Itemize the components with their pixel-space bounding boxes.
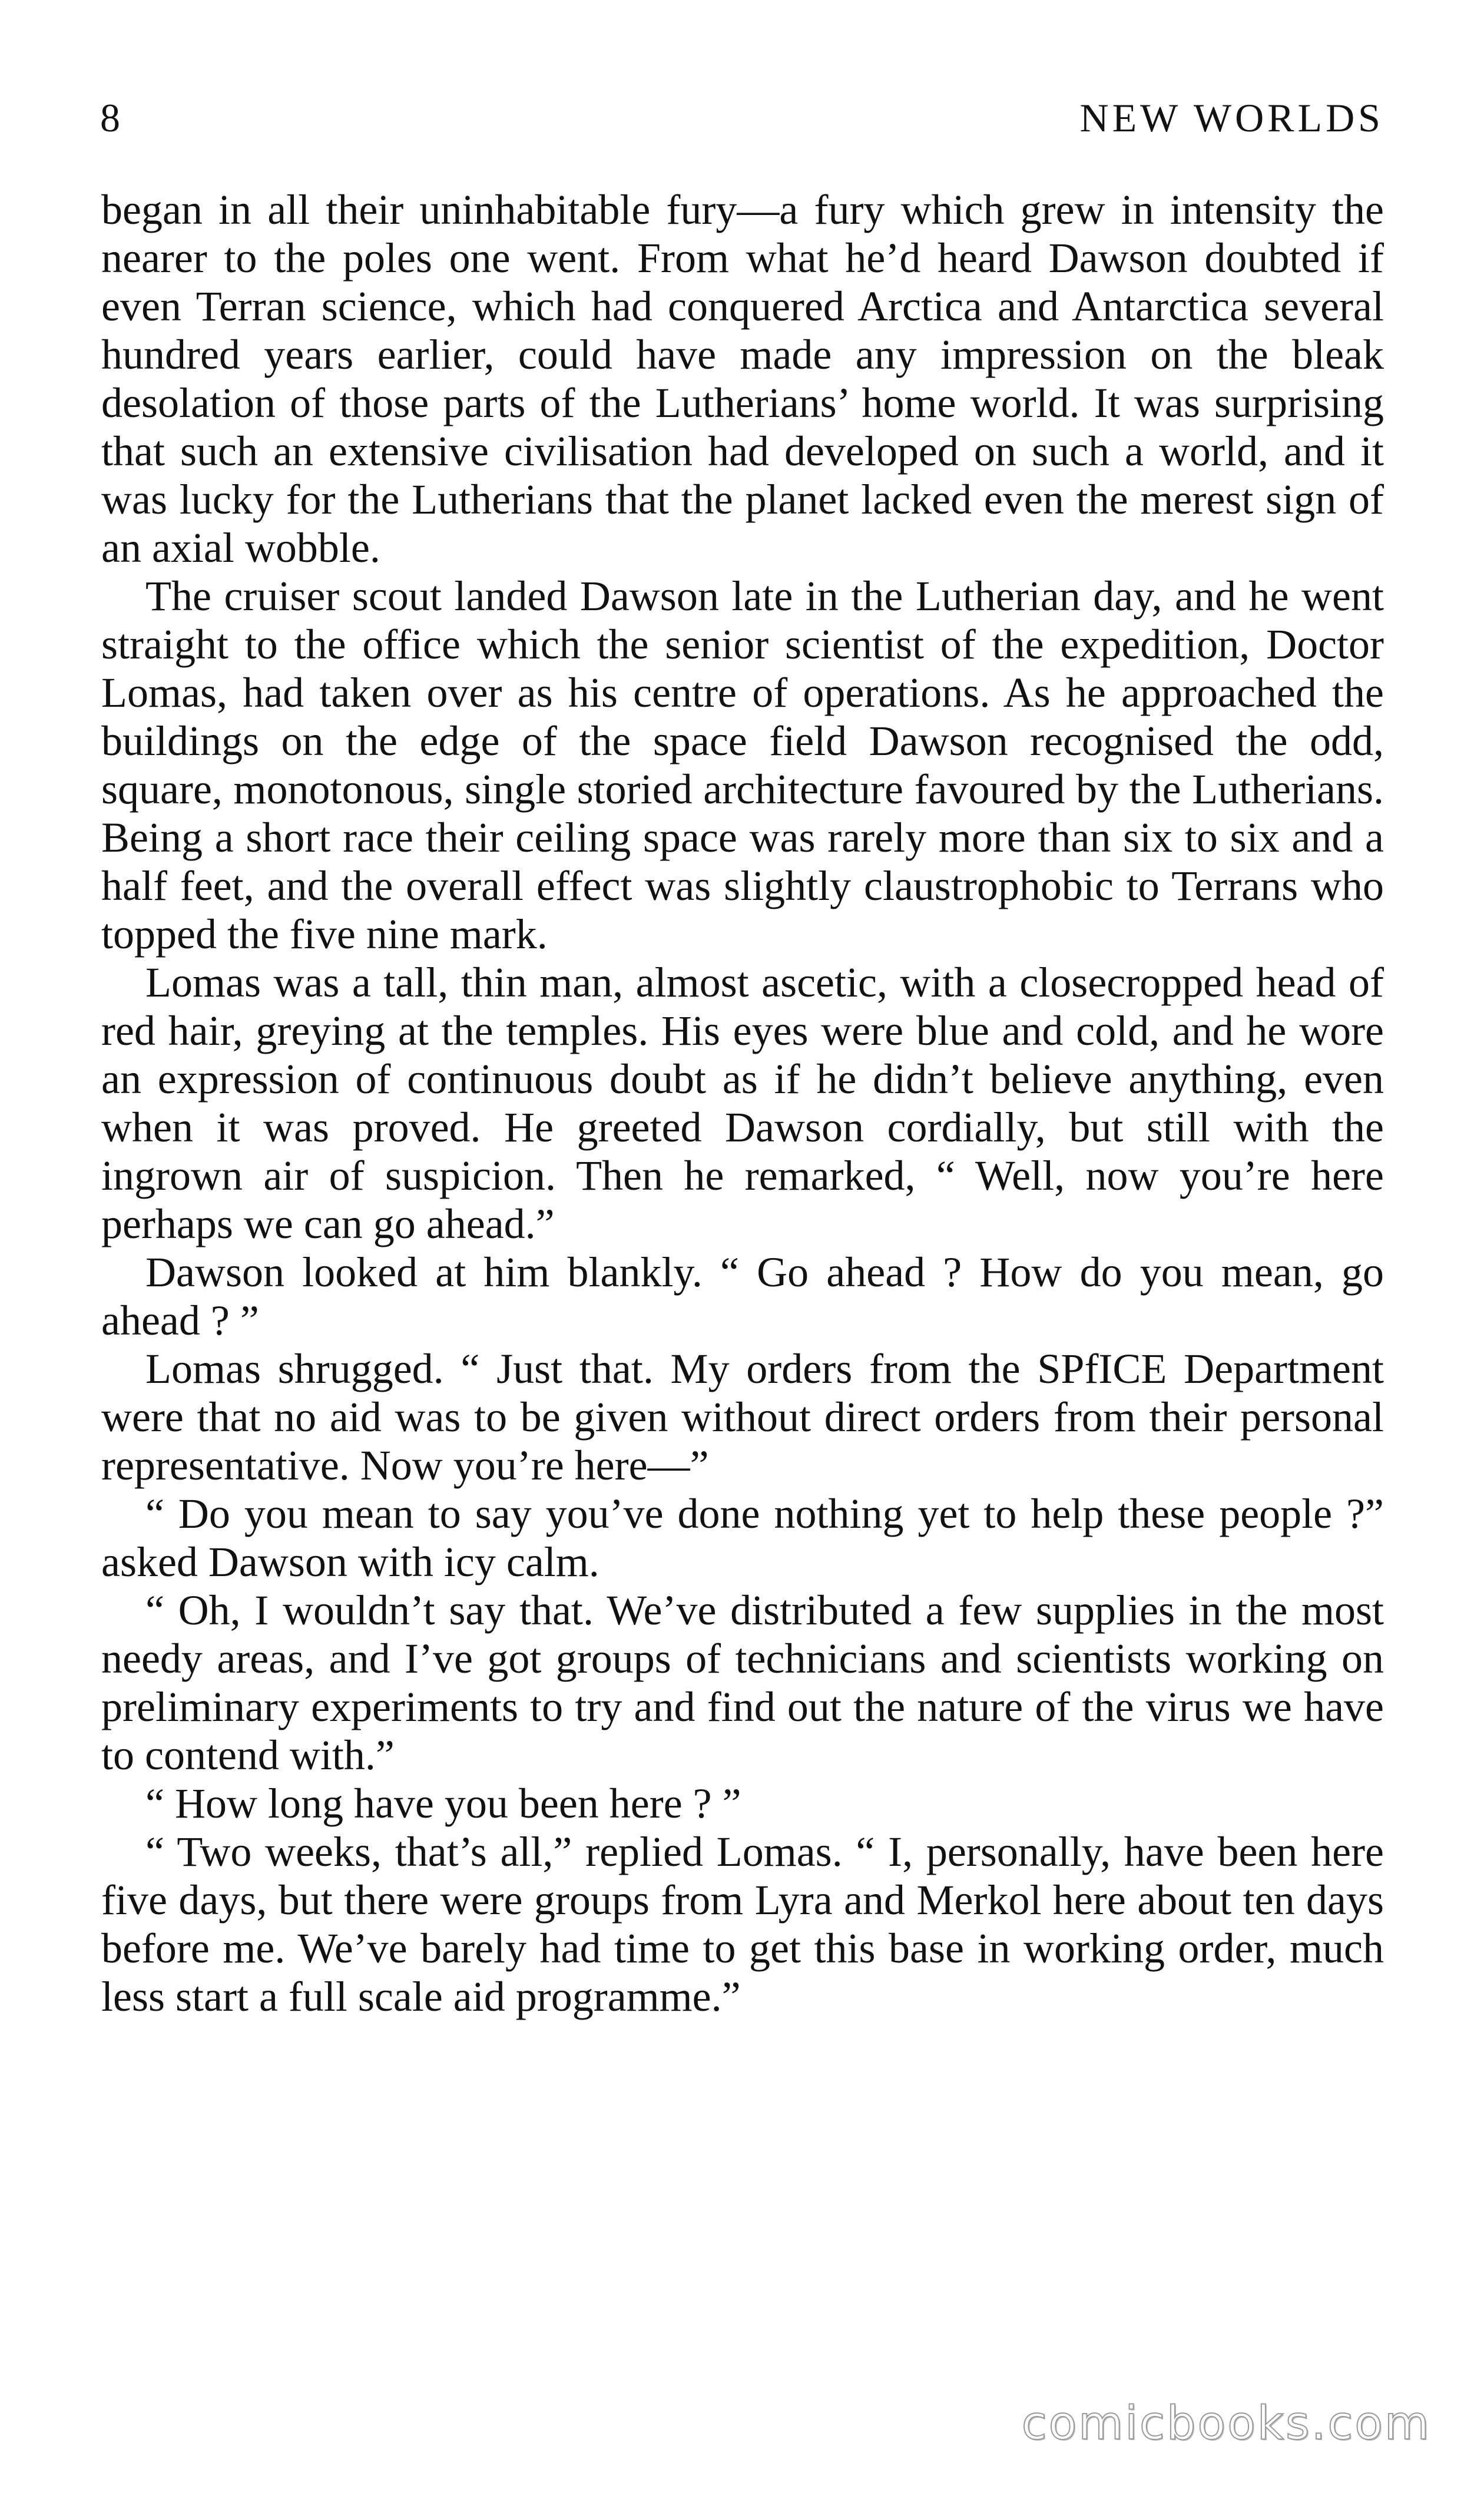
body-text	[101, 186, 1384, 2021]
paragraph-3: Lomas was a tall, thin man, almost ascetic, with a closecropped head of red hair, greying at the temples. His eyes were blue and cold, and he wore an expression of continuous doubt as if he didn’t believe anything, even when it was proved. He greeted Dawson cordially, but still with the ingrown air of suspicion. Then he remarked, “ Well, now you’re here perhaps we can go ahead.”	[101, 959, 1384, 1247]
paragraph-5: Lomas shrugged. “ Just that. My orders from the SPfICE Department were that no aid was to be given without direct orders from their personal representative. Now you’re here—”	[101, 1345, 1384, 1489]
paragraph-2: The cruiser scout landed Dawson late in the Lutherian day, and he went straight to the office which the senior scientist of the expedition, Doctor Lomas, had taken over as his centre of operations. As he approached the buildings on the edge of the space field Dawson recognised the odd, square, monotonous, single storied architecture favoured by the Lutherians. Being a short race their ceiling space was rarely more than six to six and a half feet, and the overall effect was slightly claustrophobic to Terrans who topped the five nine mark.	[101, 572, 1384, 958]
paragraph-4: Dawson looked at him blankly. “ Go ahead ? How do you mean, go ahead ? ”	[101, 1249, 1384, 1344]
paragraph-6: “ Do you mean to say you’ve done nothing yet to help these people ?” asked Dawson with icy calm.	[101, 1490, 1384, 1585]
paragraph-9: “ Two weeks, that’s all,” replied Lomas. “ I, personally, have been here five days, but there were groups from Lyra and Merkol here about ten days before me. We’ve barely had time to get this base in working order, much less start a full scale aid programme.”	[101, 1828, 1384, 2020]
paragraph-1: began in all their uninhabitable fury—a fury which grew in intensity the nearer to the poles one went. From what he’d heard Dawson doubted if even Terran science, which had conquered Arctica and Antarctica several hundred years earlier, could have made any impression on the bleak desolation of those parts of the Lutherians’ home world. It was surprising that such an extensive civilisation had developed on such a world, and it was lucky for the Lutherians that the planet lacked even the merest sign of an axial wobble.	[101, 186, 1384, 571]
paragraph-7: “ Oh, I wouldn’t say that. We’ve distributed a few supplies in the most needy areas, and I’ve got groups of technicians and scientists working on preliminary experiments to try and find out the nature of the virus we have to contend with.”	[101, 1587, 1384, 1779]
page-header	[100, 85, 1384, 150]
watermark: comicbooks.com	[1021, 2397, 1431, 2450]
running-title: NEW WORLDS	[1079, 95, 1384, 140]
page-number: 8	[100, 95, 121, 140]
paragraph-8: “ How long have you been here ? ”	[145, 1780, 741, 1827]
